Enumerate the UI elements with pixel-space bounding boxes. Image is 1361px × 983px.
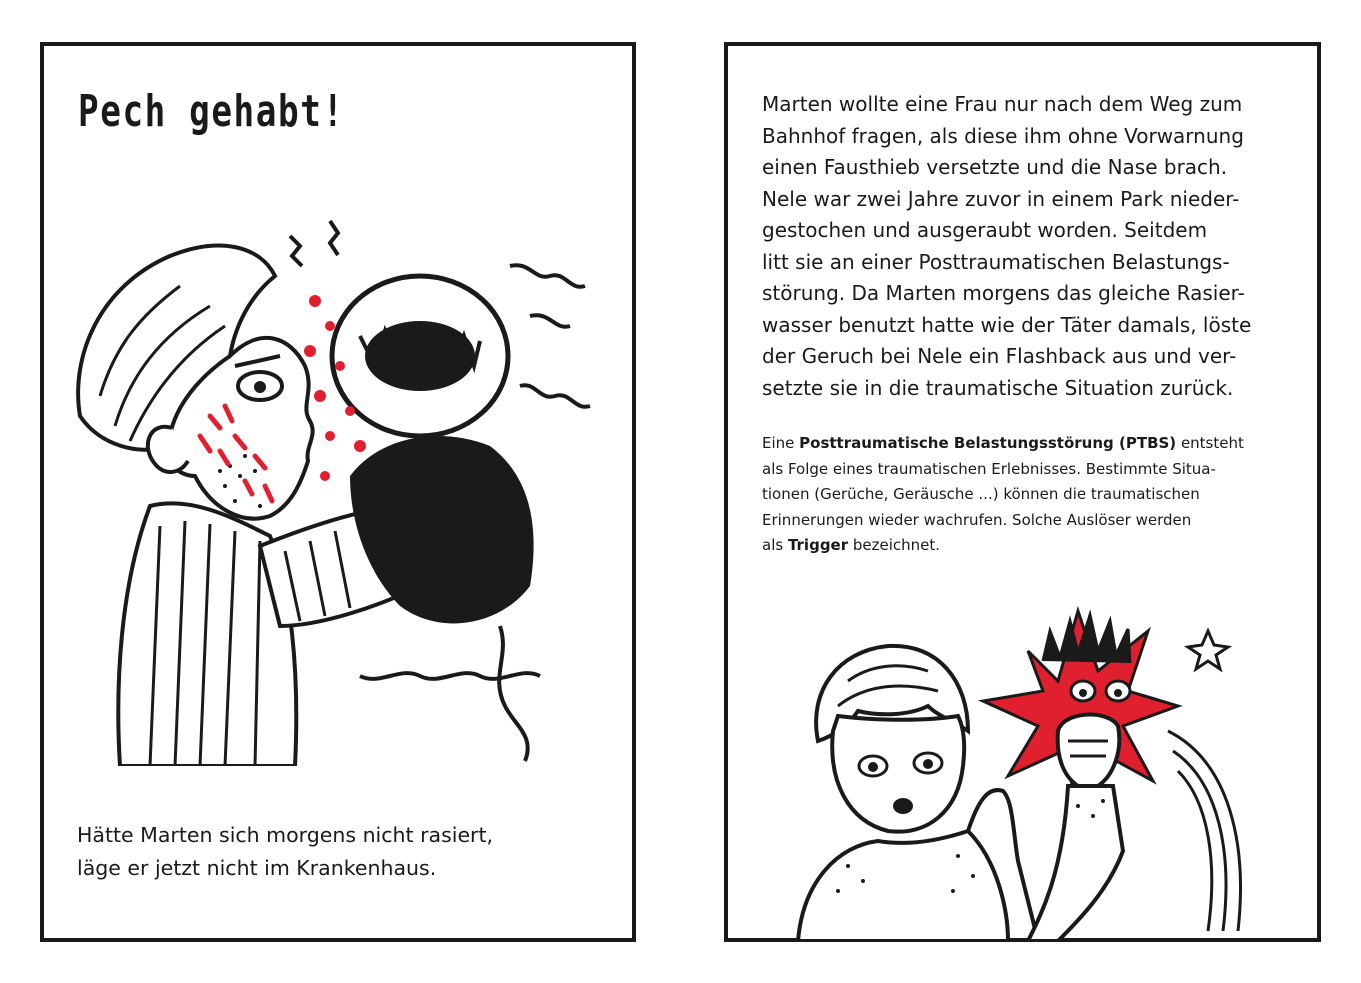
caption-line: Hätte Marten sich morgens nicht rasiert, <box>77 823 494 847</box>
info-line <box>762 431 1302 457</box>
story-line: Marten wollte eine Frau nur nach dem Weg zum <box>762 92 1243 116</box>
info-text: entsteht <box>1176 434 1244 452</box>
term-ptbs: Posttraumatische Belastungsstörung (PTBS) <box>799 434 1177 452</box>
story-line: einen Fausthieb versetzte und die Nase brach. <box>762 155 1228 179</box>
caption <box>77 819 597 885</box>
story-line: Bahnhof fragen, als diese ihm ohne Vorwarnung <box>762 123 1244 148</box>
info-text: als <box>762 536 788 554</box>
story-line: störung. Da Marten morgens das gleiche Rasier- <box>762 281 1245 305</box>
caption-line: läge er jetzt nicht im Krankenhaus. <box>77 856 437 880</box>
term-trigger: Trigger <box>787 536 849 554</box>
punch-illustration <box>60 206 620 766</box>
info-line: als Folge eines traumatischen Erlebnisses. Bestimmte Situa- <box>762 459 1216 478</box>
info-line: tionen (Gerüche, Geräusche ...) können die traumatischen <box>762 485 1200 503</box>
comic-card-right <box>724 42 1321 942</box>
info-line <box>762 533 1302 559</box>
comic-card-left <box>40 42 636 942</box>
story-line: wasser benutzt hatte wie der Täter damals, löste <box>762 312 1252 337</box>
info-text: Eine <box>762 434 800 452</box>
story-line: der Geruch bei Nele ein Flashback aus und ver- <box>762 344 1237 368</box>
story-line: litt sie an einer Posttraumatischen Belastungs- <box>762 249 1230 274</box>
story-line: gestochen und ausgeraubt worden. Seitdem <box>762 218 1208 242</box>
headline: Pech gehabt! <box>78 86 345 137</box>
trigger-illustration <box>778 591 1298 941</box>
story-text <box>762 89 1302 404</box>
info-text: bezeichnet. <box>848 536 941 554</box>
info-line: Erinnerungen wieder wachrufen. Solche Auslöser werden <box>762 510 1192 529</box>
story-line: Nele war zwei Jahre zuvor in einem Park nieder- <box>762 186 1240 211</box>
story-line: setzte sie in die traumatische Situation zurück. <box>762 375 1234 400</box>
ptbs-info <box>762 431 1302 559</box>
